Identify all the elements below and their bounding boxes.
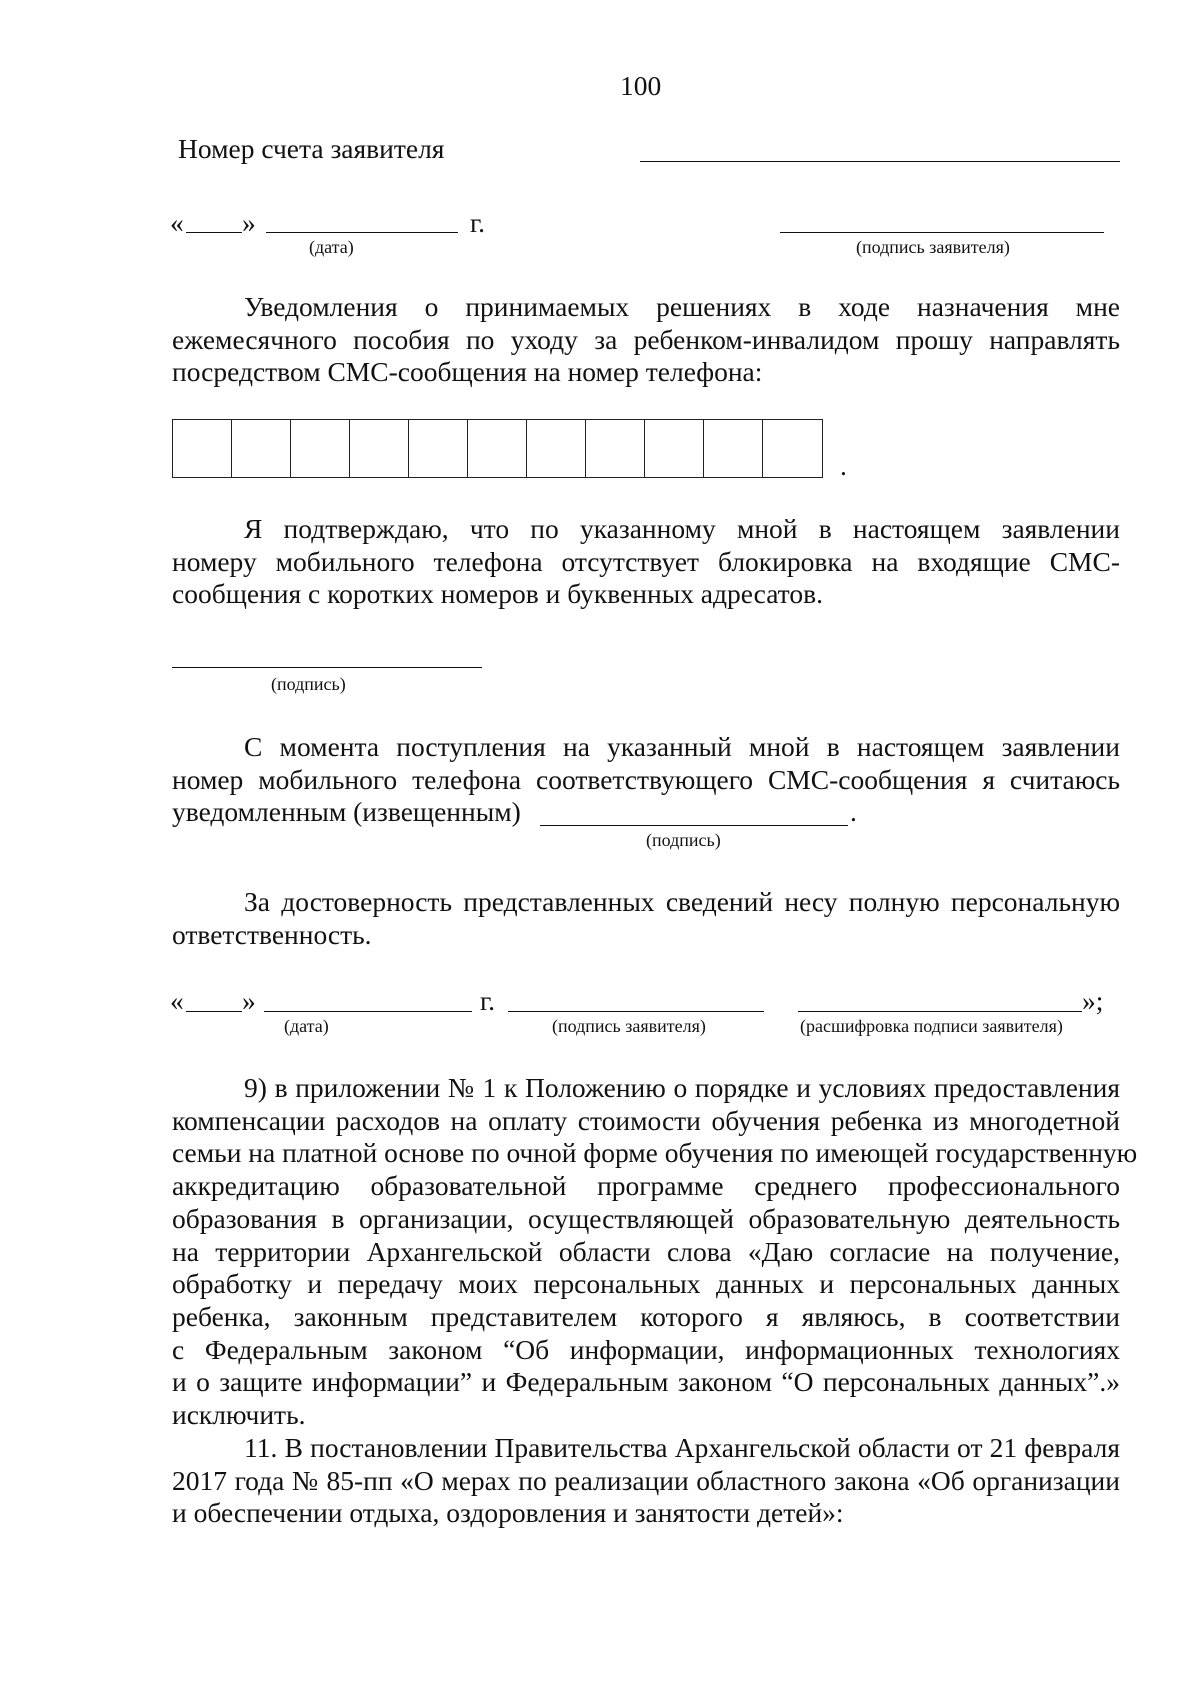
item11-line-1: 11. В постановлении Правительства Архангельской области от 21 февраля <box>244 1432 1120 1463</box>
phone-digit-cell[interactable] <box>645 420 704 477</box>
date2-signature-field[interactable] <box>508 1011 764 1012</box>
date1-month-field[interactable] <box>266 232 458 233</box>
item9-line-10: и о защите информации” и Федеральным законом “О персональных данных”.» <box>172 1366 1120 1398</box>
notified-paragraph <box>172 731 1120 796</box>
notified-line-1: С момента поступления на указанный мной в настоящем заявлении <box>244 731 1120 762</box>
item9-line-4: аккредитацию образовательной программе среднего профессионального <box>172 1170 1120 1202</box>
date1-open-quote: « <box>170 207 184 238</box>
item11-line-3: и обеспечении отдыха, оздоровления и занятости детей»: <box>172 1497 844 1529</box>
sms-notification-paragraph <box>172 291 1120 389</box>
notified-end-period: . <box>850 796 857 827</box>
date1-signature-caption: (подпись заявителя) <box>856 237 1010 257</box>
item9-line-5: образования в организации, осуществляющей образовательную деятельность <box>172 1202 1120 1234</box>
notified-line-3: уведомленным (извещенным) <box>172 796 521 827</box>
signature1-field[interactable] <box>172 667 482 668</box>
date1-caption: (дата) <box>309 237 354 257</box>
page-number: 100 <box>620 70 662 101</box>
item9-paragraph <box>172 1072 1138 1432</box>
account-number-field[interactable] <box>640 161 1120 162</box>
date1-year-suffix: г. <box>470 207 486 238</box>
item9-line-3: семьи на платной основе по очной форме обучения по имеющей государственную <box>172 1137 1138 1169</box>
item9-line-6: на территории Архангельской области слова «Даю согласие на получение, <box>172 1235 1120 1267</box>
item11-paragraph <box>172 1432 1120 1530</box>
item9-line-1: 9) в приложении № 1 к Положению о порядке и условиях предоставления <box>244 1072 1120 1103</box>
date2-end-mark: »; <box>1082 985 1104 1016</box>
sms-line-3: посредством СМС-сообщения на номер телефона: <box>172 356 763 388</box>
date1-close-quote: » <box>242 207 256 238</box>
phone-number-grid <box>172 419 823 478</box>
sms-line-2: ежемесячного пособия по уходу за ребенком-инвалидом прошу направлять <box>172 323 1120 355</box>
date2-day-field[interactable] <box>186 1011 242 1012</box>
signature1-caption: (подпись) <box>271 674 346 694</box>
item11-line-2: 2017 года № 85-пп «О мерах по реализации областного закона «Об организации <box>172 1464 1120 1496</box>
phone-digit-cell[interactable] <box>527 420 586 477</box>
date2-close-quote: » <box>242 985 256 1016</box>
sms-line-1: Уведомления о принимаемых решениях в ходе назначения мне <box>244 291 1120 322</box>
phone-digit-cell[interactable] <box>350 420 409 477</box>
account-label: Номер счета заявителя <box>178 133 445 164</box>
date2-open-quote: « <box>170 985 184 1016</box>
item9-line-7: обработку и передачу моих персональных данных и персональных данных <box>172 1268 1120 1300</box>
date2-signature-caption: (подпись заявителя) <box>552 1016 706 1036</box>
item9-line-8: ребенка, законным представителем которого я являюсь, в соответствии <box>172 1300 1120 1332</box>
phone-grid-period: . <box>840 450 847 481</box>
item9-line-11: исключить. <box>172 1399 306 1431</box>
date2-year-suffix: г. <box>480 985 496 1016</box>
date2-decoding-field[interactable] <box>798 1011 1082 1012</box>
signature2-caption: (подпись) <box>646 830 721 850</box>
phone-digit-cell[interactable] <box>468 420 527 477</box>
confirm-line-1: Я подтверждаю, что по указанному мной в настоящем заявлении <box>244 513 1120 544</box>
confirm-line-2: номеру мобильного телефона отсутствует блокировка на входящие СМС- <box>172 545 1120 577</box>
phone-digit-cell[interactable] <box>173 420 232 477</box>
date2-month-field[interactable] <box>264 1011 472 1012</box>
responsibility-paragraph <box>172 886 1120 951</box>
signature2-field[interactable] <box>540 825 848 826</box>
phone-digit-cell[interactable] <box>232 420 291 477</box>
responsibility-line-1: За достоверность представленных сведений несу полную персональную <box>244 886 1120 917</box>
phone-digit-cell[interactable] <box>586 420 645 477</box>
item9-line-9: с Федеральным законом “Об информации, информационных технологиях <box>172 1333 1120 1365</box>
phone-digit-cell[interactable] <box>291 420 350 477</box>
responsibility-line-2: ответственность. <box>172 918 372 950</box>
date2-date-caption: (дата) <box>284 1016 329 1036</box>
phone-digit-cell[interactable] <box>763 420 822 477</box>
notified-line-2: номер мобильного телефона соответствующего СМС-сообщения я считаюсь <box>172 763 1120 795</box>
date2-decoding-caption: (расшифровка подписи заявителя) <box>800 1016 1063 1036</box>
date1-signature-field[interactable] <box>780 232 1104 233</box>
date1-day-field[interactable] <box>186 232 242 233</box>
confirmation-paragraph <box>172 513 1120 611</box>
phone-digit-cell[interactable] <box>704 420 763 477</box>
phone-digit-cell[interactable] <box>409 420 468 477</box>
item9-line-2: компенсации расходов на оплату стоимости обучения ребенка из многодетной <box>172 1104 1120 1136</box>
confirm-line-3: сообщения с коротких номеров и буквенных адресатов. <box>172 578 823 610</box>
